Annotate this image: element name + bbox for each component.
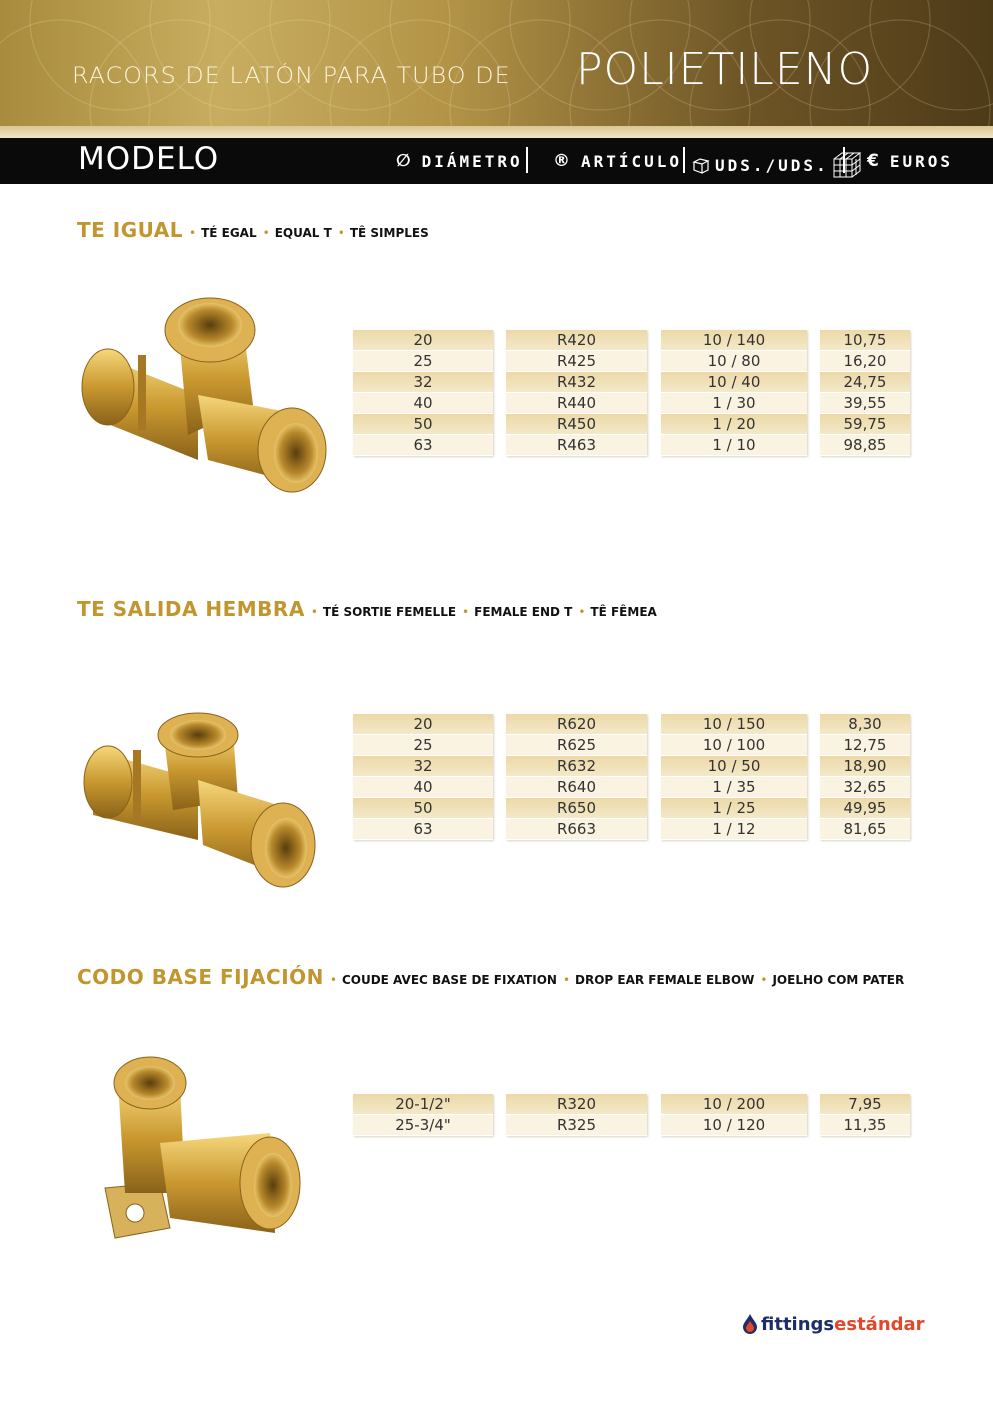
table-cell: 32,65 — [820, 777, 910, 797]
articulo-column — [506, 714, 647, 840]
table-cell: 11,35 — [820, 1115, 910, 1135]
translation-en: EQUAL T — [274, 226, 332, 240]
header-divider — [683, 147, 685, 173]
uds-column — [661, 1094, 807, 1136]
table-cell: R632 — [506, 756, 647, 776]
header-divider — [526, 147, 528, 173]
table-cell: 59,75 — [820, 414, 910, 434]
table-cell: 1 / 12 — [661, 819, 807, 839]
table-cell: 50 — [353, 414, 493, 434]
diametro-label: DIÁMETRO — [421, 151, 523, 171]
table-cell: R320 — [506, 1094, 647, 1114]
table-cell: 50 — [353, 798, 493, 818]
table-cell: 10,75 — [820, 330, 910, 350]
table-cell: R463 — [506, 435, 647, 455]
table-cell: 98,85 — [820, 435, 910, 455]
table-cell: 1 / 25 — [661, 798, 807, 818]
diametro-header — [396, 151, 523, 171]
translation-pt: JOELHO COM PATER — [772, 973, 905, 987]
section-heading: TE SALIDA HEMBRA — [77, 597, 305, 621]
table-cell: R663 — [506, 819, 647, 839]
section-heading: CODO BASE FIJACIÓN — [77, 965, 324, 989]
header-divider — [843, 147, 845, 173]
table-cell: R425 — [506, 351, 647, 371]
table-cell: 18,90 — [820, 756, 910, 776]
table-cell: 10 / 120 — [661, 1115, 807, 1135]
table-cell: 10 / 40 — [661, 372, 807, 392]
table-cell: 20 — [353, 714, 493, 734]
registered-icon: ® — [553, 151, 573, 171]
table-cell: 49,95 — [820, 798, 910, 818]
table-cell: 40 — [353, 777, 493, 797]
table-cell: 1 / 10 — [661, 435, 807, 455]
diametro-column — [353, 714, 493, 840]
logo-text-fittings: fittings — [761, 1313, 835, 1335]
table-cell: 32 — [353, 756, 493, 776]
flame-drop-icon — [742, 1313, 758, 1335]
table-cell: 8,30 — [820, 714, 910, 734]
table-cell: 12,75 — [820, 735, 910, 755]
uds-header — [692, 151, 862, 179]
table-cell: 1 / 35 — [661, 777, 807, 797]
section-heading: TE IGUAL — [77, 218, 183, 242]
top-banner — [0, 0, 993, 126]
table-cell: 10 / 200 — [661, 1094, 807, 1114]
translation-pt: TÊ SIMPLES — [349, 226, 429, 240]
table-cell: 10 / 100 — [661, 735, 807, 755]
translation-fr: TÉ SORTIE FEMELLE — [322, 605, 457, 619]
diametro-column — [353, 330, 493, 456]
table-cell: R625 — [506, 735, 647, 755]
modelo-label: MODELO — [78, 141, 220, 177]
table-cell: 16,20 — [820, 351, 910, 371]
table-cell: 40 — [353, 393, 493, 413]
table-cell: 20-1/2" — [353, 1094, 493, 1114]
translation-en: DROP EAR FEMALE ELBOW — [575, 973, 755, 987]
banner-subtitle: RACORS DE LATÓN PARA TUBO DE — [72, 64, 511, 89]
table-cell: 7,95 — [820, 1094, 910, 1114]
table-cell: 25 — [353, 735, 493, 755]
table-cell: 39,55 — [820, 393, 910, 413]
brass-female-tee-icon — [78, 710, 323, 900]
table-cell: 63 — [353, 819, 493, 839]
diameter-icon: ∅ — [396, 151, 414, 171]
table-cell: R420 — [506, 330, 647, 350]
articulo-column — [506, 330, 647, 456]
logo-text-estandar: estándar — [834, 1313, 925, 1335]
table-cell: 1 / 20 — [661, 414, 807, 434]
table-cell: 81,65 — [820, 819, 910, 839]
translation-pt: TÊ FÊMEA — [590, 605, 657, 619]
table-cell: 10 / 50 — [661, 756, 807, 776]
euros-column — [820, 1094, 910, 1136]
column-header-bar — [0, 138, 993, 184]
carton-grid-icon — [832, 151, 862, 179]
articulo-header — [553, 151, 682, 171]
brass-drop-ear-elbow-icon — [100, 1043, 310, 1253]
table-cell: 20 — [353, 330, 493, 350]
translation-fr: COUDE AVEC BASE DE FIXATION — [341, 973, 557, 987]
table-cell: R450 — [506, 414, 647, 434]
table-cell: 63 — [353, 435, 493, 455]
articulo-label: ARTÍCULO — [581, 151, 683, 171]
brass-equal-tee-icon — [78, 285, 333, 515]
table-cell: R440 — [506, 393, 647, 413]
table-cell: 10 / 140 — [661, 330, 807, 350]
articulo-column — [506, 1094, 647, 1136]
box-icon — [692, 156, 710, 174]
translation-en: FEMALE END T — [474, 605, 573, 619]
table-cell: 25 — [353, 351, 493, 371]
euros-column — [820, 714, 910, 840]
diametro-column — [353, 1094, 493, 1136]
table-cell: 10 / 150 — [661, 714, 807, 734]
table-cell: R620 — [506, 714, 647, 734]
banner-strip — [0, 126, 993, 138]
euros-column — [820, 330, 910, 456]
table-cell: 32 — [353, 372, 493, 392]
section-title-te-igual: TE IGUAL • TÉ EGAL • EQUAL T • TÊ SIMPLES — [77, 218, 429, 242]
translation-fr: TÉ EGAL — [201, 226, 257, 240]
section-title-te-salida-hembra: TE SALIDA HEMBRA • TÉ SORTIE FEMELLE • FEMALE END T • TÊ FÊMEA — [77, 597, 657, 621]
euros-header — [867, 151, 953, 171]
table-cell: 25-3/4" — [353, 1115, 493, 1135]
table-cell: 24,75 — [820, 372, 910, 392]
uds-column — [661, 330, 807, 456]
euro-icon: € — [867, 151, 882, 171]
section-title-codo-base-fijacion: CODO BASE FIJACIÓN • COUDE AVEC BASE DE FIXATION • DROP EAR FEMALE ELBOW • JOELHO COM PATER — [77, 965, 905, 989]
table-cell: R650 — [506, 798, 647, 818]
table-cell: R640 — [506, 777, 647, 797]
euros-label: EUROS — [889, 151, 954, 171]
banner-title: POLIETILENO — [576, 44, 874, 95]
table-cell: 10 / 80 — [661, 351, 807, 371]
uds-label: UDS./UDS. — [715, 155, 829, 175]
uds-column — [661, 714, 807, 840]
table-cell: R325 — [506, 1115, 647, 1135]
company-logo — [742, 1313, 925, 1335]
table-cell: 1 / 30 — [661, 393, 807, 413]
table-cell: R432 — [506, 372, 647, 392]
